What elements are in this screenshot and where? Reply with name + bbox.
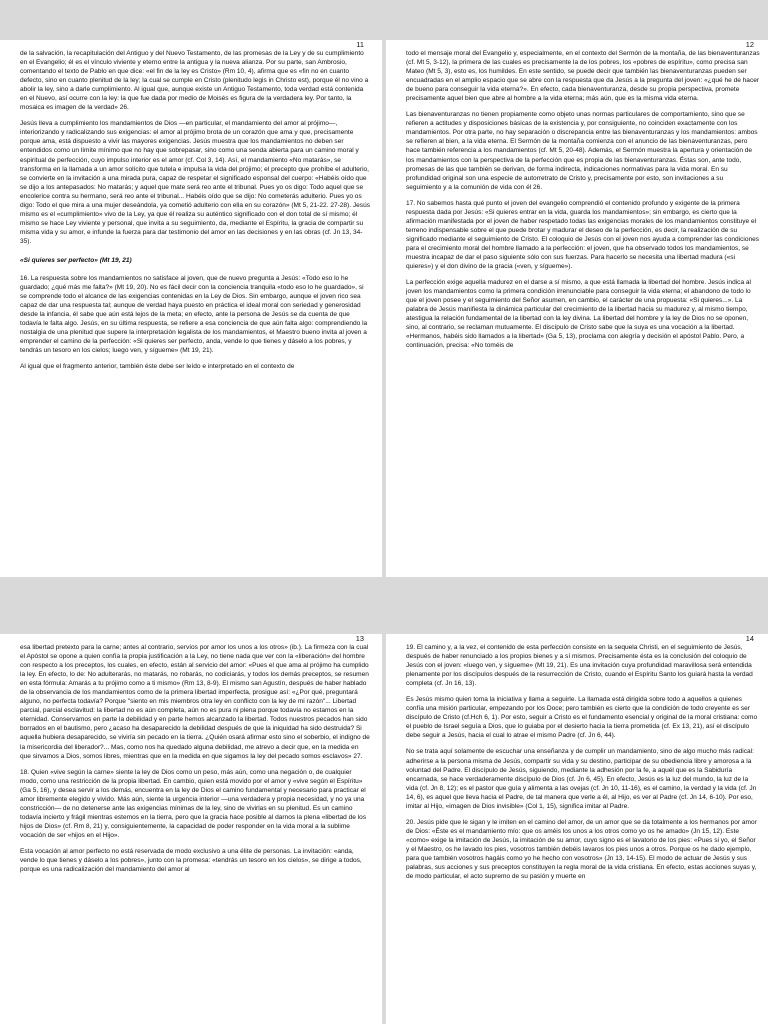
paragraph: Es Jesús mismo quien toma la iniciativa y llama a seguirle. La llamada está dirigida sobre todo a aquellos a quienes confía una misión particular, empezando por los Doce; pero también es cierto que la condición de todo creyente es ser discípulo de Cristo (cf.Hch 6, 1). Por esto, seguir a Cristo es el fundamento esencial y original de la moral cristiana: como el pueblo de Israel seguía a Dios, que lo guiaba por el desierto hacia la tierra prometida (cf. Ex 13, 21), así el discípulo debe seguir a Jesús, hacia el cual lo atrae el mismo Padre (cf. Jn 6, 44). (406, 696, 758, 740)
page-number: 11 (356, 40, 364, 49)
paragraph: La perfección exige aquella madurez en el darse a sí mismo, a que está llamada la libertad del hombre. Jesús indica al joven los mandamientos como la primera condición irrenunciable para conseguir la vida eterna; el abandono de todo lo que el joven posee y el seguimiento del Señor asumen, en cambio, el carácter de una propuesta: «Si quieres...». La palabra de Jesús manifiesta la dinámica particular del crecimiento de la libertad hacia su madurez y, al mismo tiempo, atestigua la relación fundamental de la libertad con la ley divina. La libertad del hombre y la ley de Dios no se oponen, sino, al contrario, se reclaman mutuamente. El discípulo de Cristo sabe que la suya es una vocación a la libertad. «Hermanos, habéis sido llamados a la libertad» (Ga 5, 13), proclama con alegría y decisión el apóstol Pablo. Pero, a continuación, precisa: «No toméis de (406, 279, 751, 350)
paragraph: 19. El camino y, a la vez, el contenido de esta perfección consiste en la sequela Christi, en el seguimiento de Jesús, después de haber renunciado a los propios bienes y a sí mismos. Precisamente ésta es la conclusión del coloquio de Jesús con el joven: «luego ven, y sígueme» (Mt 19, 21). Es una invitación cuya profundidad maravillosa será entendida plenamente por los discípulos después de la resurrección de Cristo, cuando el Espíritu Santo los guiará hasta la verdad completa (cf. Jn 16, 13). (406, 644, 753, 688)
paragraph: No se trata aquí solamente de escuchar una enseñanza y de cumplir un mandamiento, sino de algo mucho más radical: adherirse a la persona misma de Jesús, compartir su vida y su destino, participar de su obediencia libre y amorosa a la voluntad del Padre. El discípulo de Jesús, siguiendo, mediante la adhesión por la fe, a aquél que es la Sabiduría encarnada, se hace verdaderamente discípulo de Dios (cf. Jn 6, 45). En efecto, Jesús es la luz del mundo, la luz de la vida (cf. Jn 8, 12); es el pastor que guía y alimenta a las ovejas (cf. Jn 10, 11-16), es el camino, la verdad y la vida (cf. Jn 14, 6), es aquel que lleva hacia el Padre, de tal manera que verle a él, al Hijo, es ver al Padre (cf. Jn 14, 6-10). Por eso, imitar al Hijo, «imagen de Dios invisible» (Col 1, 15), significa imitar al Padre. (406, 748, 757, 810)
page-12 (386, 40, 768, 577)
page-13 (0, 634, 382, 1024)
paragraph: 17. No sabemos hasta qué punto el joven del evangelio comprendió el contenido profundo y exigente de la primera respuesta dada por Jesús: «Si quieres entrar en la vida, guarda los mandamientos»; sin embargo, es cierto que la afirmación manifestada por el joven de haber respetado todas las exigencias morales de los mandamientos constituye el terreno indispensable sobre el que puede brotar y madurar el deseo de la perfección, es decir, la realización de su significado mediante el seguimiento de Cristo. El coloquio de Jesús con el joven nos ayuda a comprender las condiciones para el crecimiento moral del hombre llamado a la perfección: el joven, que ha observado todos los mandamientos, se muestra incapaz de dar el paso siguiente sólo con sus fuerzas. Para hacerlo se necesita una libertad madura («si quieres») y el don divino de la gracia («ven, y sígueme»). (406, 199, 760, 271)
paragraph: 20. Jesús pide que le sigan y le imiten en el camino del amor, de un amor que se da totalmente a los hermanos por amor de Dios: «Éste es el mandamiento mío: que os améis los unos a los otros como yo os he amado» (Jn 15, 12). Este «como» exige la imitación de Jesús, la imitación de su amor, cuyo signo es el lavatorio de los pies: «Pues si yo, el Señor y el Maestro, os he lavado los pies, vosotros también debéis lavaros los pies unos a otros. Porque os he dado ejemplo, para que también vosotros hagáis como yo he hecho con vosotros» (Jn 13, 14-15). El modo de actuar de Jesús y sus palabras, sus acciones y sus preceptos constituyen la regla moral de la vida cristiana. En efecto, estas acciones suyas y, de modo particular, el acto supremo de su pasión y muerte en (406, 818, 757, 881)
section-heading: «Si quieres ser perfecto» (Mt 19, 21) (20, 256, 132, 264)
page-14 (386, 634, 768, 1024)
paragraph: 18. Quien «vive según la carne» siente la ley de Dios como un peso, más aún, como una negación o, de cualquier modo, como una restricción de la propia libertad. En cambio, quien está movido por el amor y «vive según el Espíritu» (Ga 5, 16), y desea servir a los demás, encuentra en la ley de Dios el camino fundamental y necesario para practicar el amor libremente elegido y vivido. Más aún, siente la urgencia interior —una verdadera y propia necesidad, y no ya una constricción— de no detenerse ante las exigencias mínimas de la ley, sino de vivirlas en su plenitud. Es un camino todavía incierto y frágil mientras estemos en la tierra, pero que la gracia hace posible al darnos la plena «libertad de los hijos de Dios» (cf. Rm 8, 21) y, consiguientemente, la capacidad de poder responder en la vida moral a la sublime vocación de ser «hijos en el Hijo». (20, 768, 367, 839)
paragraph: 16. La respuesta sobre los mandamientos no satisface al joven, que de nuevo pregunta a Jesús: «Todo eso lo he guardado; ¿qué más me falta?» (Mt 19, 20). No es fácil decir con la conciencia tranquila «todo eso lo he guardado», si se comprende todo el alcance de las exigencias contenidas en la Ley de Dios. Sin embargo, aunque el joven rico sea capaz de dar una respuesta tal; aunque de verdad haya puesto en práctica el ideal moral con seriedad y generosidad desde la infancia, él sabe que aún está lejos de la meta; en efecto, ante la persona de Jesús se da cuenta de que todavía le falta algo. Jesús, en su última respuesta, se refiere a esa conciencia de que aún falta algo: comprendiendo la nostalgia de una plenitud que supere la interpretación legalista de los mandamientos, el Maestro bueno invita al joven a emprender el camino de la perfección: «Si quieres ser perfecto, anda, vende lo que tienes y dáselo a los pobres, y tendrás un tesoro en los cielos; luego ven, y sígueme» (Mt 19, 21). (20, 275, 368, 355)
paragraph: esa libertad pretexto para la carne; antes al contrario, servíos por amor los unos a los otros» (ib.). La firmeza con la cual el Apóstol se opone a quien confía la propia justificación a la Ley, no tiene nada que ver con la «liberación» del hombre con respecto a los preceptos, los cuales, en efecto, están al servicio del amor: «Pues el que ama al prójimo ha cumplido la ley. En efecto, lo de: No adulterarás, no matarás, no robarás, no codiciarás, y todos los demás preceptos, se resumen en esta fórmula: Amarás a tu prójimo como a ti mismo» (Rm 13, 8-9). El mismo san Agustín, después de haber hablado de la observancia de los mandamientos como de la primera libertad imperfecta, prosigue así: «¿Por qué, preguntará alguno, no perfecta todavía? Porque "siento en mis miembros otra ley en conflicto con la ley de mi razón"... Libertad parcial, parcial esclavitud: la libertad no es aún completa, aún no es pura ni plena porque todavía no estamos en la eternidad. Conservamos en parte la debilidad y en parte hemos alcanzado la libertad. Todos nuestros pecados han sido borrados en el bautismo, pero ¿acaso ha desaparecido la debilidad después de que la iniquidad ha sido destruida? Si aquella hubiera desaparecido, se viviría sin pecado en la tierra. ¿Quién osará afirmar esto sino el soberbio, el indigno de la misericordia del liberador?... Mas, como nos ha quedado alguna debilidad, me atrevo a decir que, en la medida en que sirvamos a Dios, somos libres, mientras que en la medida en que sigamos la ley del pecado somos esclavos» 27. (20, 644, 370, 760)
page-number: 13 (355, 634, 364, 643)
paragraph: Las bienaventuranzas no tienen propiamente como objeto unas normas particulares de comportamiento, sino que se refieren a actitudes y disposiciones básicas de la existencia y, por consiguiente, no coinciden exactamente con los mandamientos. Por otra parte, no hay separación o discrepancia entre las bienaventuranzas y los mandamientos: ambos se refieren al bien, a la vida eterna. El Sermón de la montaña comienza con el anuncio de las bienaventuranzas, pero hace también referencia a los mandamientos (cf. Mt 5, 20-48). Además, el Sermón muestra la apertura y orientación de los mandamientos con la perspectiva de la perfección que es propia de las bienaventuranzas. Éstas son, ante todo, promesas de las que también se derivan, de forma indirecta, indicaciones normativas para la vida moral. En su profundidad original son una especie de autorretrato de Cristo y, precisamente por esto, son invitaciones a su seguimiento y a la comunión de vida con él 26. (406, 111, 758, 191)
paragraph: todo el mensaje moral del Evangelio y, especialmente, en el contexto del Sermón de la montaña, de las bienaventuranzas (cf. Mt 5, 3-12), la primera de las cuales es precisamente la de los pobres, los «pobres de espíritu», como precisa san Mateo (Mt 5, 3), esto es, los humildes. En este sentido, se puede decir que también las bienaventuranzas pueden ser encuadradas en el amplio espacio que se abre con la respuesta que da Jesús a la pregunta del joven: «¿qué he de hacer de bueno para conseguir la vida eterna?». En efecto, cada bienaventuranza, desde su propia perspectiva, promete precisamente aquel bien que abre al hombre a la vida eterna; más aún, que es la misma vida eterna. (406, 50, 760, 103)
page-number: 14 (745, 634, 754, 643)
paragraph: Jesús lleva a cumplimiento los mandamientos de Dios —en particular, el mandamiento del amor al prójimo—, interiorizando y radicalizando sus exigencias: el amor al prójimo brota de un corazón que ama y que, precisamente porque ama, está dispuesto a vivir las mayores exigencias. Jesús muestra que los mandamientos no deben ser entendidos como un límite mínimo que no hay que sobrepasar, sino como una senda abierta para un camino moral y espiritual de perfección, cuyo impulso interior es el amor (cf. Col 3, 14). Así, el mandamiento «No matarás», se transforma en la llamada a un amor solícito que tutela e impulsa la vida del prójimo; el precepto que prohíbe el adulterio, se convierte en la invitación a una mirada pura, capaz de respetar el significado esponsal del cuerpo: «Habéis oído que se dijo a los antepasados: No matarás; y aquel que mate será reo ante el tribunal. Pues yo os digo: Todo aquel que se encolerice contra su hermano, será reo ante el tribunal... Habéis oído que se dijo: No cometerás adulterio. Pues yo os digo: Todo el que mira a una mujer deseándola, ya cometió adulterio con ella en su corazón» (Mt 5, 21-22. 27-28). Jesús mismo es el «cumplimiento» vivo de la Ley, ya que él realiza su auténtico significado con el don total de sí mismo; él mismo se hace Ley viviente y personal, que invita a su seguimiento, da, mediante el Espíritu, la gracia de compartir su misma vida y su amor, e infunde la fuerza para dar testimonio del amor en las decisiones y en las obras (cf. Jn 13, 34-35). (20, 120, 370, 245)
paragraph: Al igual que el fragmento anterior, también éste debe ser leído e interpretado en el contexto de (20, 363, 295, 371)
paragraph: de la salvación, la recapitulación del Antiguo y del Nuevo Testamento, de las promesas de la Ley y de su cumplimiento en el Evangelio; él es el vínculo viviente y eterno entre la antigua y la nueva alianza. Por su parte, san Ambrosio, comentando el texto de Pablo en que dice: «el fin de la ley es Cristo» (Rm 10, 4), afirma que es «fin no en cuanto defecto, sino en cuanto plenitud de la ley; la cual se cumple en Cristo (plenitudo legis in Christo est), porque él no vino a abolir la ley, sino a darle cumplimiento. Al igual que, aunque existe un Antiguo Testamento, toda verdad está contenida en el Nuevo, así ocurre con la ley: la que fue dada por medio de Moisés es figura de la verdadera ley. Por tanto, la mosaica es imagen de la verdad» 26. (20, 50, 369, 112)
page-11 (0, 40, 382, 577)
page-number: 12 (745, 40, 754, 49)
paragraph: Esta vocación al amor perfecto no está reservada de modo exclusivo a una élite de personas. La invitación: «anda, vende lo que tienes y dáselo a los pobres», junto con la promesa: «tendrás un tesoro en los cielos», se dirige a todos, porque es una radicalización del mandamiento del amor al (20, 847, 362, 874)
